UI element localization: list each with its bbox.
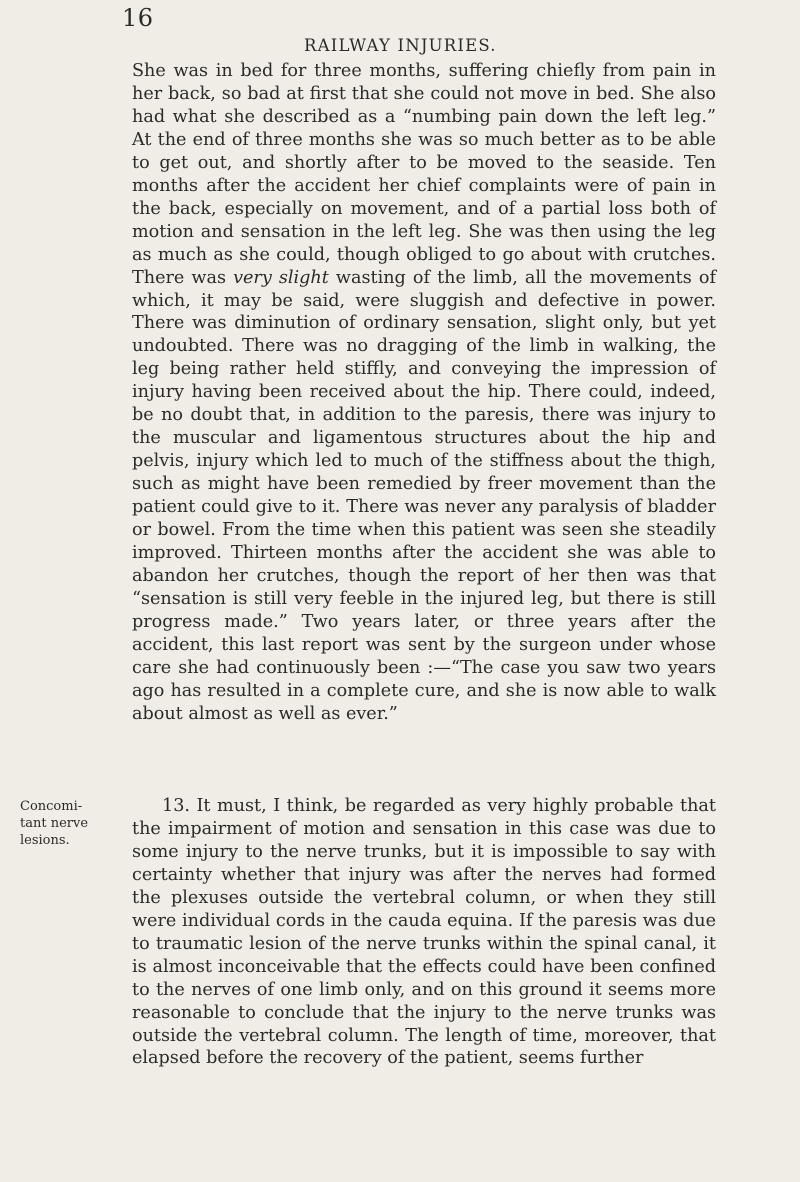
margin-note-line: tant nerve <box>20 816 89 831</box>
case-report-text-b: wasting of the limb, all the movements of which, it may be said, were sluggish and defective in power. There was diminution of ordinary sensation, slight only, but yet undoubted. There was no dragging of the limb in walking, the leg being rather held stiffly, and conveying the impression of injury having been received about the hip. There could, indeed, be no doubt that, in addition to the paresis, there was injury to the muscular and ligamentous structures about the hip and pelvis, injury which led to much of the stiffness about the thigh, such as might have been remedied by freer movement than the patient could give to it. There was never any paralysis of bladder or bowel. From the time when this patient was seen she steadily improved. Thirteen months after the accident she was able to abandon her crutches, though the report of her then was that “sensation is still very feeble in the injured leg, but there is still progress made.” Two years later, or three years after the accident, this last report was sent by the surgeon under whose care she had continuously been :—“The case you saw two years ago has resulted in a complete cure, and she is now able to walk about almost as well as ever.” <box>132 267 716 724</box>
section-number: 13. <box>162 796 190 816</box>
case-report-paragraph <box>132 60 716 726</box>
case-report-text-a: She was in bed for three months, suffering chiefly from pain in her back, so bad at first that she could not move in bed. She also had what she described as a “numbing pain down the left leg.” At the end of three months she was so much better as to be able to get out, and shortly after to be moved to the seaside. Ten months after the accident her chief complaints were of pain in the back, especially on movement, and of a partial loss both of motion and sensation in the left leg. She was then using the leg as much as she could, though obliged to go about with crutches. There was <box>132 61 716 288</box>
margin-note-line: Concomi- <box>20 799 83 814</box>
section-13-text: It must, I think, be regarded as very highly probable that the impairment of motion and sensation in this case was due to some injury to the nerve trunks, but it is impossible to say with certainty whether that injury was after the nerves had formed the plexuses outside the vertebral column, or when they still were individual cords in the cauda equina. If the paresis was due to traumatic lesion of the nerve trunks within the spinal canal, it is almost inconceivable that the effects could have been confined to the nerves of one limb only, and on this ground it seems more reasonable to conclude that the injury to the nerve trunks was outside the vertebral column. The length of time, moreover, that elapsed before the recovery of the patient, seems further <box>132 796 716 1069</box>
margin-note-line: lesions. <box>20 833 70 848</box>
section-13-paragraph <box>132 795 716 1070</box>
emphasis-very-slight: very slight <box>233 267 329 288</box>
running-head: RAILWAY INJURIES. <box>304 36 497 55</box>
page-number: 16 <box>122 4 154 32</box>
margin-note <box>20 798 112 849</box>
